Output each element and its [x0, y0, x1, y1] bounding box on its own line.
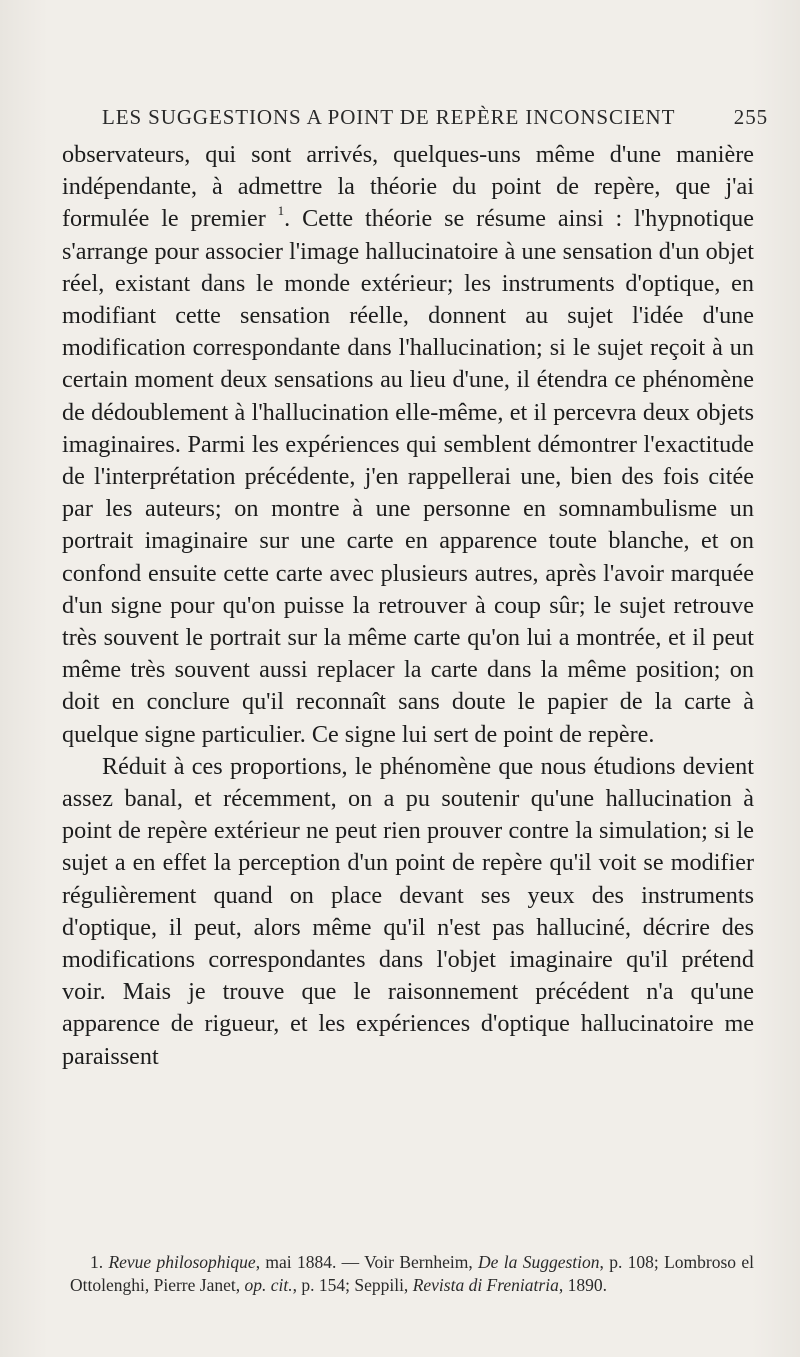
paragraph-1 [62, 139, 754, 751]
footnote-text-2: , p. 108; Lombroso el Ottolenghi, Pierre Janet, [70, 1252, 755, 1295]
footnote-source-3: op. cit. [244, 1274, 293, 1295]
footnote-number: 1. [90, 1252, 104, 1272]
footnote-source-2: De la Suggestion [478, 1252, 600, 1272]
running-head [62, 105, 768, 133]
footnote-text-1: , mai 1884. — Voir Bernheim, [255, 1252, 479, 1272]
footnote-text-3: , p. 154; Seppili, [292, 1274, 413, 1295]
footnote-source-1: Revue philosophique [108, 1252, 256, 1272]
footnote-1 [70, 1251, 754, 1296]
paragraph-1-text-b: . Cette théorie se résume ainsi : l'hypnotique s'arrange pour associer l'image hallucinatoire à une sensation d'un objet réel, existant dans le monde extérieur; les instruments d'optique, en modifiant cette sensation réelle, donnent au sujet l'idée d'une modification correspondante dans l'hallucination; si le sujet reçoit à un certain moment deux sensations au lieu d'une, il étendra ce phénomène de dédoublement à l'hallucination elle-même, et il percevra deux objets imaginaires. Parmi les expériences qui semblent démontrer l'exactitude de l'interprétation précédente, j'en rappellerai une, bien des fois citée par les auteurs; on montre à une personne en somnambulisme un portrait imaginaire sur une carte en apparence toute blanche, et on confond ensuite cette carte avec plusieurs autres, après l'avoir marquée d'un signe pour qu'on puisse la retrouver à coup sûr; le sujet retrouve très souvent le portrait sur la même carte qu'on lui a montrée, et il peut même très souvent aussi replacer la carte dans la même position; on doit en conclure qu'il reconnaît sans doute le papier de la carte à quelque signe particulier. Ce signe lui sert de point de repère. [62, 205, 754, 748]
page-number: 255 [733, 105, 768, 129]
footnote-reference: 1 [277, 203, 285, 219]
running-title: LES SUGGESTIONS A POINT DE REPÈRE INCONSCIENT [102, 105, 676, 129]
body-text [62, 139, 754, 1073]
footnote-text-4: , 1890. [558, 1274, 607, 1295]
footnote-source-4: Revista di Freniatria [412, 1274, 559, 1295]
paragraph-1-text-a: observateurs, qui sont arrivés, quelques-uns même d'une manière indépendante, à admettre la théorie du point de repère, que j'ai formulée le premier [62, 141, 754, 233]
paragraph-2: Réduit à ces proportions, le phénomène que nous étudions devient assez banal, et récemment, on a pu soutenir qu'une hallucination à point de repère extérieur ne peut rien prouver contre la simulation; si le sujet a en effet la perception d'un point de repère qu'il voit se modifier régulièrement quand on place devant ses yeux des instruments d'optique, il peut, alors même qu'il n'est pas halluciné, décrire des modifications correspondantes dans l'objet imaginaire qu'il prétend voir. Mais je trouve que le raisonnement précédent n'a qu'une apparence de rigueur, et les expériences d'optique hallucinatoire me paraissent [62, 752, 754, 1070]
footnotes [70, 1251, 754, 1296]
